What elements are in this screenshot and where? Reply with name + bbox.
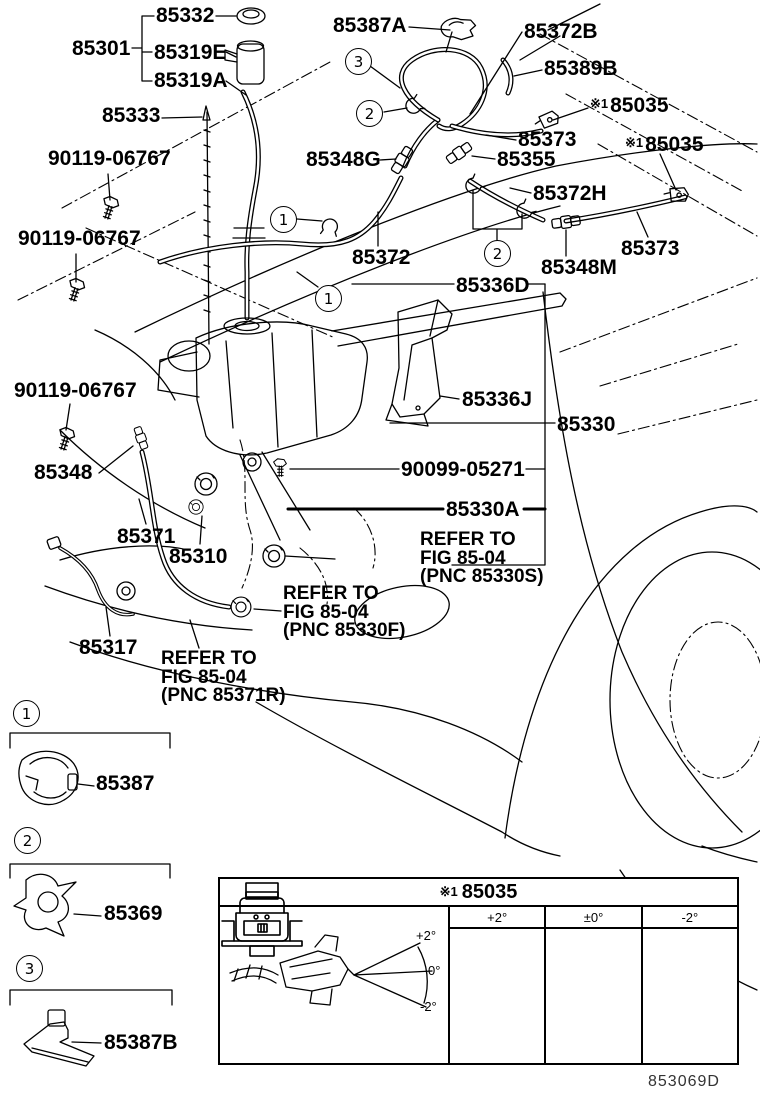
callout-1: 1 <box>270 206 297 233</box>
part-label-85319A: 85319A <box>154 69 228 92</box>
table-title-part-number: 85035 <box>461 881 518 903</box>
part-label-85336J: 85336J <box>462 388 533 411</box>
legend-callout-1: 1 <box>13 700 40 727</box>
part-label-85373: 85373 <box>518 128 577 151</box>
legend-callout-3: 3 <box>16 955 43 982</box>
part-label-85035: ※185035 <box>590 94 669 117</box>
part-label-85317: 85317 <box>79 636 138 659</box>
hose-clamp-icon <box>403 95 425 117</box>
grommet-icon <box>195 473 217 495</box>
part-label-90099-05271: 90099-05271 <box>401 458 525 481</box>
part-label-85389B: 85389B <box>544 57 618 80</box>
hose-joint-icon <box>133 426 150 450</box>
part-label-85387B: 85387B <box>104 1031 178 1054</box>
fan-angle-label-plus2: +2° <box>416 928 437 943</box>
washer-nozzle-icon <box>231 597 251 617</box>
part-label-85348: 85348 <box>34 461 93 484</box>
part-label-85348G: 85348G <box>306 148 381 171</box>
part-label-90119-06767: 90119-06767 <box>48 147 171 170</box>
part-label-85330A: 85330A <box>446 498 520 521</box>
note-prefix: ※1 <box>590 96 609 111</box>
part-label-85355: 85355 <box>497 148 556 171</box>
table-title-prefix: ※1 <box>439 884 458 899</box>
hose-joint-icon <box>389 145 414 175</box>
part-label-85387A: 85387A <box>333 14 407 37</box>
callout-2: 2 <box>356 100 383 127</box>
part-label-85369: 85369 <box>104 902 163 925</box>
part-label-85310: 85310 <box>169 545 228 568</box>
hose-joint-icon <box>445 141 473 166</box>
callout-2: 2 <box>484 240 511 267</box>
part-label-85332: 85332 <box>156 4 215 27</box>
column-header: -2° <box>643 907 737 929</box>
clamp-85369-drawing <box>14 874 76 936</box>
angle-column-plus2 <box>448 907 544 1063</box>
hose-clamp-icon <box>321 218 340 237</box>
part-label-85330: 85330 <box>557 413 616 436</box>
note-prefix: ※1 <box>625 135 644 150</box>
part-label-85372: 85372 <box>352 246 411 269</box>
callout-3: 3 <box>345 48 372 75</box>
part-label-85333: 85333 <box>102 104 161 127</box>
refer-note-85330S: REFER TO FIG 85-04 (PNC 85330S) <box>420 529 544 587</box>
part-label-85373: 85373 <box>621 237 680 260</box>
fan-angle-label-0: 0° <box>428 963 441 978</box>
grommet-icon <box>263 545 285 567</box>
column-header: ±0° <box>546 907 640 929</box>
column-header: +2° <box>450 907 544 929</box>
fan-angle-label-minus2: -2° <box>420 999 437 1014</box>
nozzle-front-icon <box>220 879 304 975</box>
clip-85387B-drawing <box>24 1010 94 1066</box>
legend-callout-2: 2 <box>14 827 41 854</box>
part-label-85319E: 85319E <box>154 41 227 64</box>
clip-icon <box>440 16 477 43</box>
callout-1: 1 <box>315 285 342 312</box>
part-label-85372H: 85372H <box>533 182 607 205</box>
part-label-85035: ※185035 <box>625 133 704 156</box>
refer-note-85330F: REFER TO FIG 85-04 (PNC 85330F) <box>283 583 406 641</box>
part-label-90119-06767: 90119-06767 <box>14 379 137 402</box>
refer-note-85371R: REFER TO FIG 85-04 (PNC 85371R) <box>161 648 286 706</box>
part-label-85387: 85387 <box>96 772 155 795</box>
angle-column-minus2 <box>641 907 737 1063</box>
part-label-90119-06767: 90119-06767 <box>18 227 141 250</box>
part-label-85348M: 85348M <box>541 256 617 279</box>
part-label-85301: 85301 <box>72 37 131 60</box>
figure-code: 853069D <box>648 1073 720 1090</box>
nozzle-grommet-icon <box>189 500 203 514</box>
nozzle-angle-table <box>218 877 739 1065</box>
part-label-85372B: 85372B <box>524 20 598 43</box>
angle-column-0 <box>544 907 640 1063</box>
part-label-85336D: 85336D <box>456 274 530 297</box>
clip-85387-drawing <box>19 751 78 804</box>
part-label-85371: 85371 <box>117 525 176 548</box>
washer-nozzle-icon <box>533 110 560 130</box>
